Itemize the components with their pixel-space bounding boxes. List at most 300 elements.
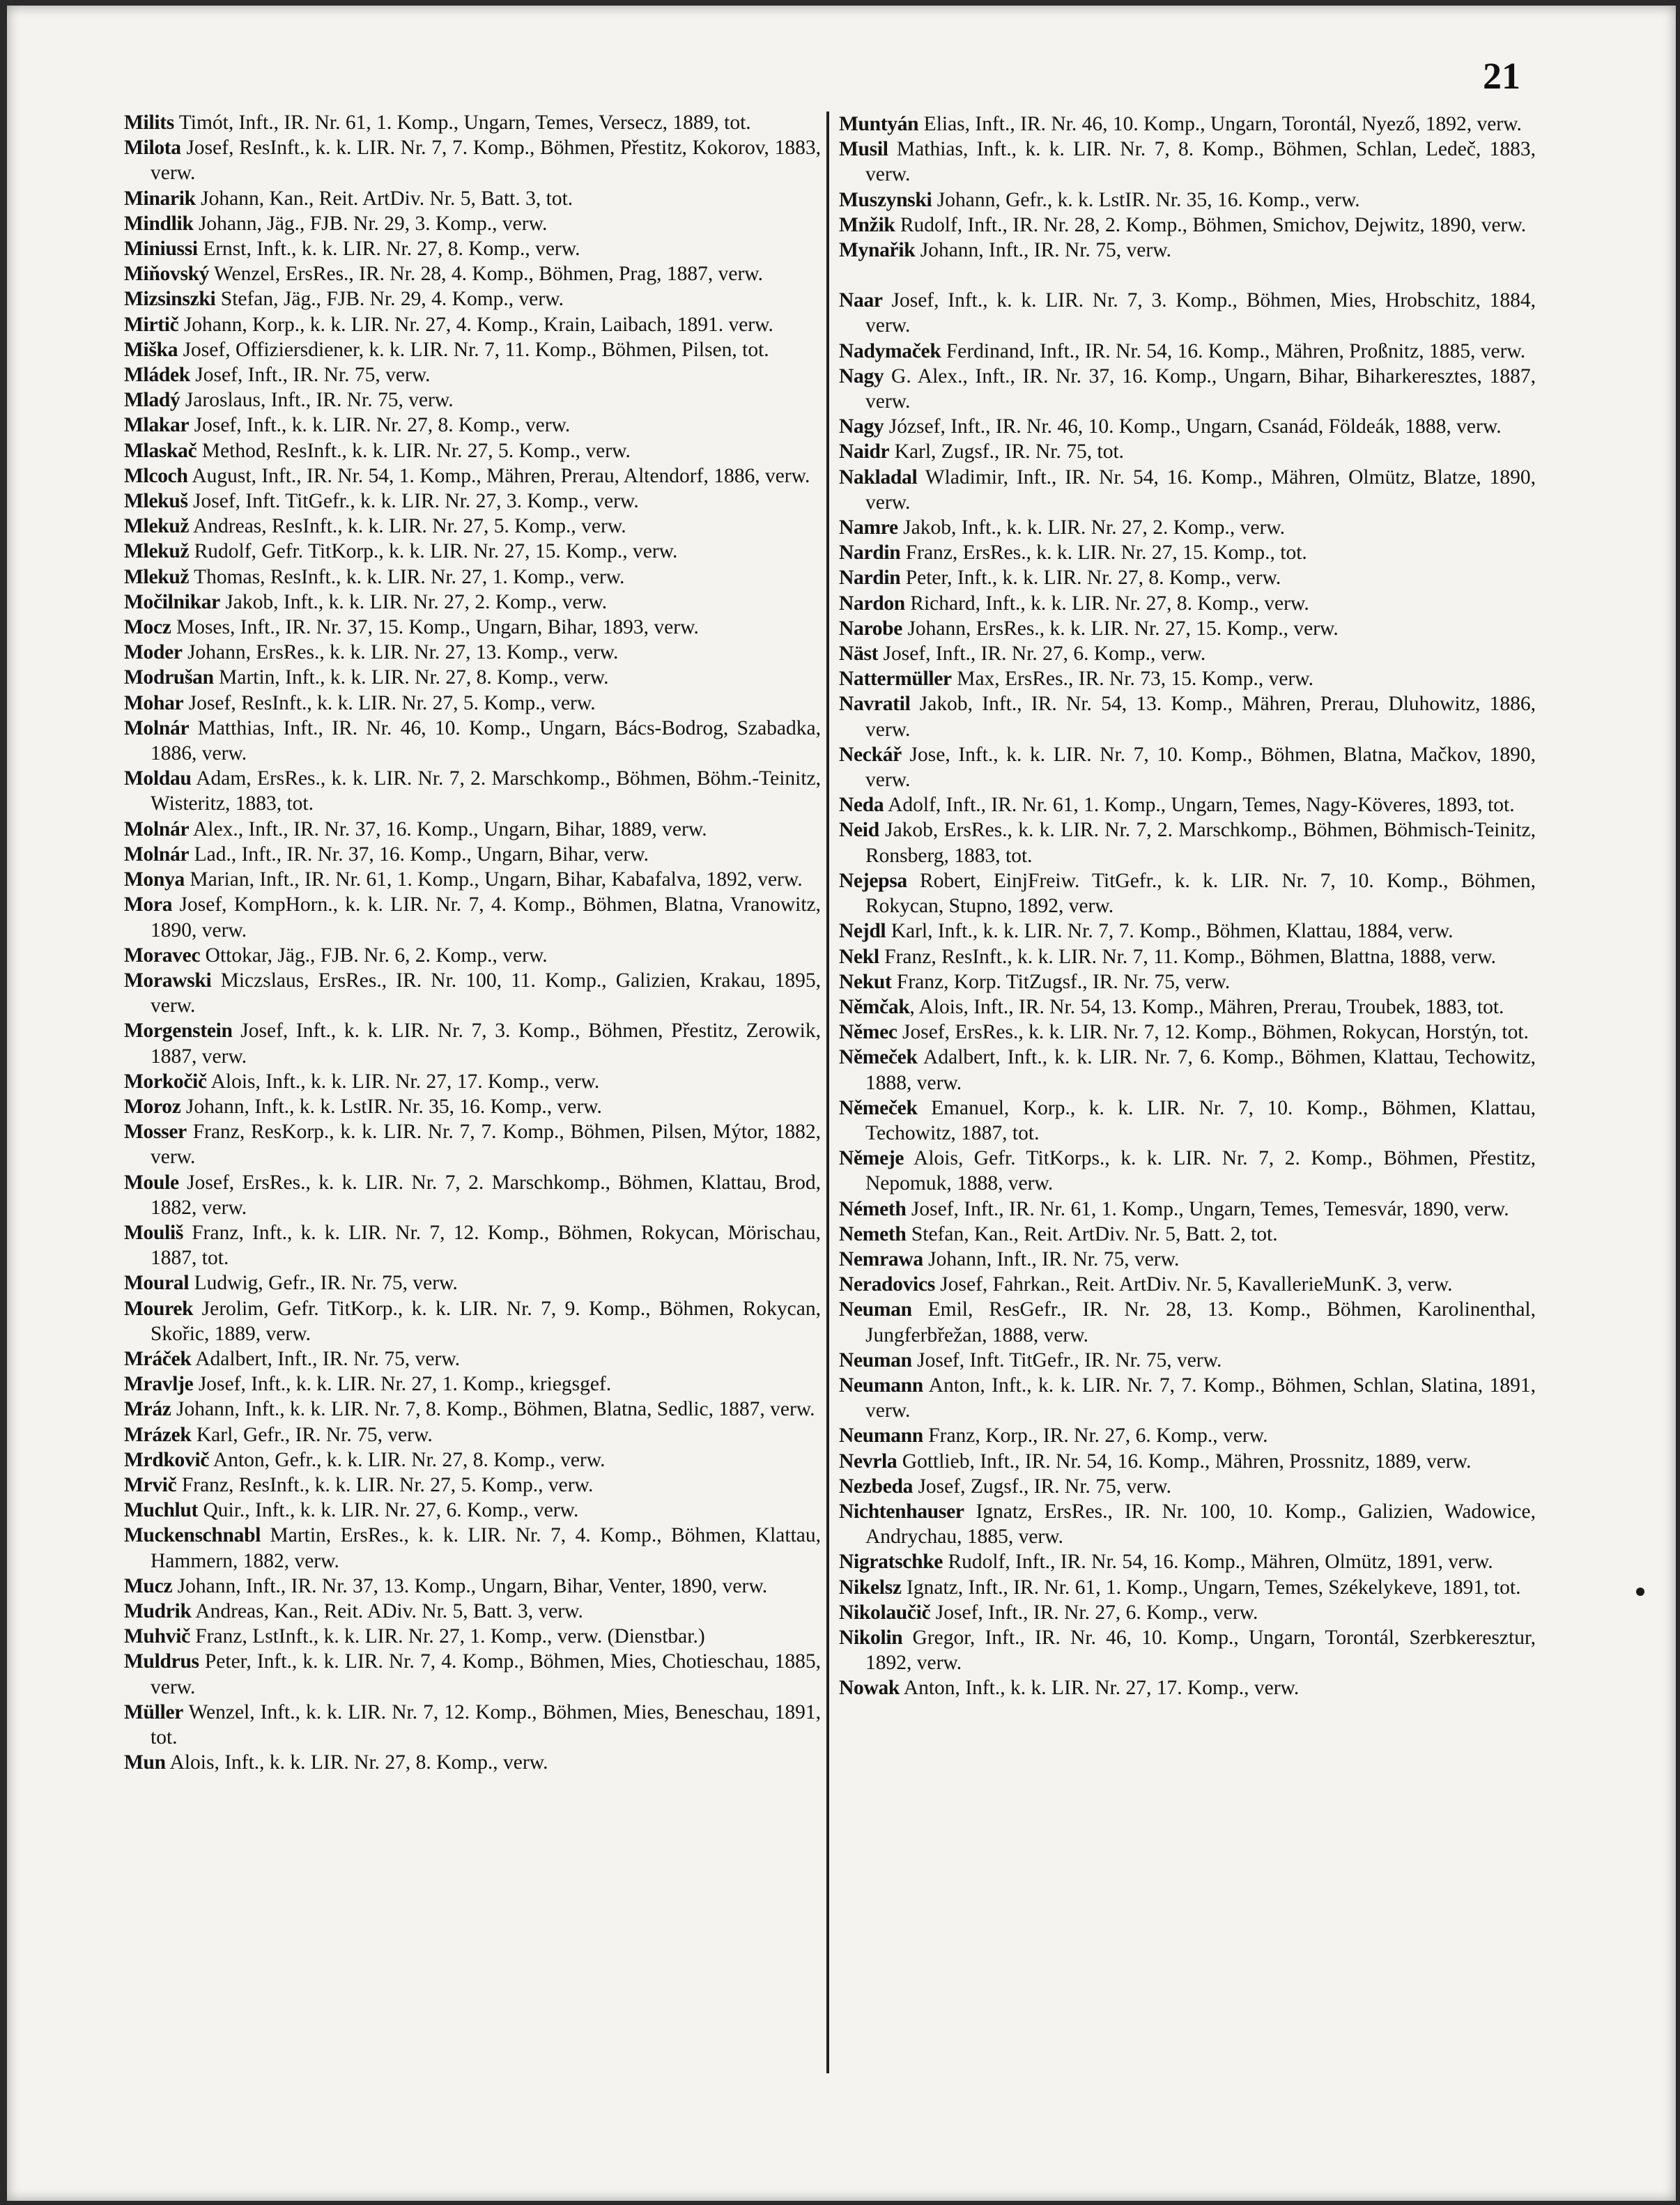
entry-surname: Moravec bbox=[124, 944, 201, 967]
entry-surname: Muldrus bbox=[124, 1650, 199, 1673]
list-entry bbox=[839, 1474, 1536, 1499]
entry-surname: Näst bbox=[839, 643, 879, 666]
entry-details: Rudolf, Gefr. TitKorp., k. k. LIR. Nr. 27, 15. Komp., verw. bbox=[189, 540, 678, 563]
entry-details: Ferdinand, Inft., IR. Nr. 54, 16. Komp., Mähren, Proßnitz, 1885, verw. bbox=[941, 339, 1526, 362]
entry-details: Josef, ResInft., k. k. LIR. Nr. 27, 5. Komp., verw. bbox=[183, 691, 596, 714]
entry-surname: Mlekuž bbox=[124, 515, 190, 538]
list-entry bbox=[124, 1649, 821, 1699]
entry-details: Jaroslaus, Inft., IR. Nr. 75, verw. bbox=[180, 389, 454, 412]
list-entry bbox=[839, 868, 1536, 919]
entry-details: Mathias, Inft., k. k. LIR. Nr. 7, 8. Komp., Böhmen, Schlan, Ledeč, 1883, verw. bbox=[865, 138, 1536, 186]
entry-surname: Mlakar bbox=[124, 414, 190, 437]
entry-surname: Mnžik bbox=[839, 213, 895, 236]
entry-surname: Nikolin bbox=[839, 1626, 903, 1649]
list-entry bbox=[839, 591, 1536, 616]
entry-surname: Miška bbox=[124, 338, 178, 361]
entry-surname: Mouliš bbox=[124, 1221, 184, 1244]
list-entry bbox=[839, 1575, 1536, 1600]
list-entry bbox=[124, 362, 821, 387]
entry-details: Johann, Inft., k. k. LstIR. Nr. 35, 16. Komp., verw. bbox=[180, 1095, 602, 1118]
list-entry bbox=[124, 1018, 821, 1068]
list-entry bbox=[124, 413, 821, 438]
entry-details: Josef, Inft., k. k. LIR. Nr. 27, 8. Komp., verw. bbox=[189, 414, 571, 437]
entry-surname: Morawski bbox=[124, 969, 212, 992]
list-entry bbox=[839, 616, 1536, 641]
entry-details: Franz, Inft., k. k. LIR. Nr. 7, 12. Komp., Böhmen, Rokycan, Mörischau, 1887, tot. bbox=[151, 1221, 821, 1270]
entry-surname: Mlekuž bbox=[124, 540, 190, 563]
entry-surname: Milits bbox=[124, 112, 174, 134]
entry-details: Karl, Zugsf., IR. Nr. 75, tot. bbox=[889, 440, 1125, 463]
entry-details: Josef, Fahrkan., Reit. ArtDiv. Nr. 5, KavallerieMunK. 3, verw. bbox=[934, 1273, 1453, 1296]
entry-details: Josef, Inft., IR. Nr. 27, 6. Komp., verw. bbox=[930, 1601, 1258, 1624]
entry-details: Adolf, Inft., IR. Nr. 61, 1. Komp., Ungarn, Temes, Nagy-Köveres, 1893, tot. bbox=[884, 794, 1515, 817]
entry-surname: Nikolaučič bbox=[839, 1601, 931, 1624]
entry-details: Jakob, Inft., k. k. LIR. Nr. 27, 2. Komp., verw. bbox=[219, 590, 608, 613]
entry-details: Johann, Inft., IR. Nr. 75, verw. bbox=[923, 1247, 1180, 1270]
list-entry bbox=[839, 515, 1536, 540]
list-entry bbox=[124, 135, 821, 185]
list-entry bbox=[839, 742, 1536, 792]
list-entry bbox=[124, 1296, 821, 1346]
entry-details: Josef, Inft., IR. Nr. 75, verw. bbox=[190, 364, 431, 387]
list-entry bbox=[124, 615, 821, 640]
list-entry bbox=[839, 666, 1536, 691]
entry-surname: Nezbeda bbox=[839, 1475, 914, 1498]
entry-surname: Muckenschnabl bbox=[124, 1524, 261, 1547]
entry-surname: Nagy bbox=[839, 415, 884, 438]
entry-details: Anton, Gefr., k. k. LIR. Nr. 27, 8. Komp., verw. bbox=[209, 1448, 606, 1471]
entry-surname: Miňovský bbox=[124, 263, 210, 286]
entry-details: Quir., Inft., k. k. LIR. Nr. 27, 6. Komp., verw. bbox=[198, 1499, 579, 1522]
entry-details: Johann, ErsRes., k. k. LIR. Nr. 27, 15. Komp., verw. bbox=[902, 617, 1339, 640]
entry-surname: Močilnikar bbox=[124, 590, 220, 613]
list-entry bbox=[839, 540, 1536, 565]
column-divider bbox=[826, 112, 829, 2073]
list-entry bbox=[124, 514, 821, 539]
entry-details: August, Inft., IR. Nr. 54, 1. Komp., Mähren, Prerau, Altendorf, 1886, verw. bbox=[187, 464, 810, 487]
entry-surname: Monya bbox=[124, 868, 185, 891]
entry-details: Ignatz, Inft., IR. Nr. 61, 1. Komp., Ungarn, Temes, Székelykeve, 1891, tot. bbox=[901, 1576, 1521, 1599]
entry-surname: Moroz bbox=[124, 1095, 181, 1118]
list-entry bbox=[124, 1750, 821, 1775]
list-entry bbox=[839, 1020, 1536, 1045]
list-entry bbox=[124, 387, 821, 413]
entry-details: Johann, Gefr., k. k. LstIR. Nr. 35, 16. Komp., verw. bbox=[932, 188, 1360, 211]
list-entry bbox=[124, 539, 821, 564]
list-entry bbox=[839, 994, 1536, 1020]
list-entry bbox=[839, 339, 1536, 364]
entry-surname: Nevrla bbox=[839, 1450, 897, 1473]
entry-surname: Musil bbox=[839, 138, 888, 161]
entry-surname: Nardin bbox=[839, 567, 901, 590]
list-entry bbox=[124, 842, 821, 867]
list-entry bbox=[124, 211, 821, 236]
list-entry bbox=[839, 1600, 1536, 1625]
entry-details: Josef, Inft., k. k. LIR. Nr. 7, 3. Komp., Böhmen, Mies, Hrobschitz, 1884, verw. bbox=[865, 289, 1536, 337]
entry-details: Ludwig, Gefr., IR. Nr. 75, verw. bbox=[189, 1272, 458, 1295]
entry-details: Karl, Inft., k. k. LIR. Nr. 7, 7. Komp., Böhmen, Klattau, 1884, verw. bbox=[886, 920, 1454, 943]
entry-surname: Mrázek bbox=[124, 1423, 192, 1446]
entry-details: Ignatz, ErsRes., IR. Nr. 100, 10. Komp., Galizien, Wadowice, Andrychau, 1885, verw. bbox=[865, 1500, 1536, 1549]
list-entry bbox=[124, 1094, 821, 1119]
list-entry bbox=[124, 1624, 821, 1649]
list-entry bbox=[839, 1247, 1536, 1272]
entry-details: Emil, ResGefr., IR. Nr. 28, 13. Komp., Böhmen, Karolinenthal, Jungferbřežan, 1888, verw. bbox=[865, 1298, 1536, 1346]
list-entry bbox=[124, 236, 821, 261]
list-entry bbox=[124, 312, 821, 337]
entry-surname: Milota bbox=[124, 137, 181, 160]
list-entry bbox=[839, 792, 1536, 817]
entry-details: Franz, LstInft., k. k. LIR. Nr. 27, 1. Komp., verw. (Dienstbar.) bbox=[190, 1625, 705, 1648]
list-entry bbox=[839, 364, 1536, 414]
entry-details: Elias, Inft., IR. Nr. 46, 10. Komp., Ungarn, Torontál, Nyező, 1892, verw. bbox=[918, 113, 1522, 135]
entry-surname: Nadymaček bbox=[839, 339, 941, 362]
entry-surname: Mrdkovič bbox=[124, 1448, 210, 1471]
entry-details: Stefan, Kan., Reit. ArtDiv. Nr. 5, Batt. 2, tot. bbox=[906, 1222, 1278, 1245]
entry-details: Wenzel, Inft., k. k. LIR. Nr. 7, 12. Komp., Böhmen, Mies, Beneschau, 1891, tot. bbox=[151, 1700, 821, 1749]
list-entry bbox=[124, 691, 821, 716]
entry-surname: Nemrawa bbox=[839, 1247, 923, 1270]
entry-details: Stefan, Jäg., FJB. Nr. 29, 4. Komp., verw. bbox=[215, 288, 564, 311]
list-entry bbox=[124, 1700, 821, 1750]
entry-details: Anton, Inft., k. k. LIR. Nr. 27, 17. Komp., verw. bbox=[900, 1677, 1300, 1700]
list-entry bbox=[839, 969, 1536, 994]
list-entry bbox=[124, 1599, 821, 1624]
list-entry bbox=[124, 716, 821, 766]
entry-details: Marian, Inft., IR. Nr. 61, 1. Komp., Ungarn, Bihar, Kabafalva, 1892, verw. bbox=[185, 868, 803, 891]
list-entry bbox=[124, 1498, 821, 1523]
entry-details: Josef, KompHorn., k. k. LIR. Nr. 7, 4. Komp., Böhmen, Blatna, Vranowitz, 1890, verw. bbox=[151, 893, 821, 942]
right-column bbox=[839, 112, 1536, 1701]
list-entry bbox=[124, 1119, 821, 1169]
list-entry bbox=[839, 137, 1536, 187]
entry-details: Alois, Inft., k. k. LIR. Nr. 27, 8. Komp., verw. bbox=[165, 1751, 548, 1774]
list-entry bbox=[839, 1222, 1536, 1247]
list-entry bbox=[839, 112, 1536, 137]
left-column bbox=[124, 110, 821, 1775]
list-entry bbox=[124, 1220, 821, 1270]
entry-surname: Nekl bbox=[839, 945, 879, 968]
list-entry bbox=[839, 1549, 1536, 1574]
entry-details: Thomas, ResInft., k. k. LIR. Nr. 27, 1. Komp., verw. bbox=[189, 565, 625, 588]
entry-surname: Neumann bbox=[839, 1424, 923, 1447]
entry-details: Johann, Inft., IR. Nr. 37, 13. Komp., Ungarn, Bihar, Venter, 1890, verw. bbox=[172, 1574, 768, 1597]
list-entry bbox=[839, 465, 1536, 515]
entry-surname: Molnár bbox=[124, 843, 190, 866]
entry-details: Josef, ErsRes., k. k. LIR. Nr. 7, 12. Komp., Böhmen, Rokycan, Horstýn, tot. bbox=[897, 1021, 1529, 1044]
entry-surname: Němec bbox=[839, 1021, 897, 1044]
entry-surname: Mosser bbox=[124, 1121, 187, 1144]
entry-details: Andreas, Kan., Reit. ADiv. Nr. 5, Batt. 3, verw. bbox=[191, 1599, 583, 1622]
list-entry bbox=[839, 187, 1536, 213]
entry-surname: Mlekuš bbox=[124, 490, 188, 513]
entry-surname: Molnár bbox=[124, 817, 190, 840]
entry-details: Johann, ErsRes., k. k. LIR. Nr. 27, 13. Komp., verw. bbox=[182, 641, 619, 664]
list-entry bbox=[839, 238, 1536, 263]
entry-surname: Moldau bbox=[124, 767, 192, 790]
entry-details: Timót, Inft., IR. Nr. 61, 1. Komp., Ungarn, Temes, Versecz, 1889, tot. bbox=[174, 112, 751, 134]
entry-surname: Mohar bbox=[124, 691, 184, 714]
entry-details: Franz, ResInft., k. k. LIR. Nr. 27, 5. Komp., verw. bbox=[176, 1473, 594, 1496]
list-entry bbox=[124, 186, 821, 211]
entry-details: Johann, Inft., IR. Nr. 75, verw. bbox=[915, 239, 1171, 262]
list-entry bbox=[839, 641, 1536, 666]
list-entry bbox=[839, 288, 1536, 338]
entry-surname: Morkočič bbox=[124, 1070, 207, 1093]
list-entry bbox=[839, 1096, 1536, 1146]
entry-surname: Nardon bbox=[839, 592, 905, 615]
list-entry bbox=[124, 463, 821, 489]
entry-surname: Morgenstein bbox=[124, 1020, 233, 1043]
entry-surname: Müller bbox=[124, 1700, 184, 1723]
entry-surname: Nejdl bbox=[839, 920, 886, 943]
entry-details: Jerolim, Gefr. TitKorp., k. k. LIR. Nr. 7, 9. Komp., Böhmen, Rokycan, Skořic, 1889, verw. bbox=[151, 1297, 821, 1345]
list-entry bbox=[839, 1373, 1536, 1423]
entry-surname: Moule bbox=[124, 1171, 179, 1194]
list-entry bbox=[124, 943, 821, 968]
list-entry bbox=[124, 640, 821, 665]
entry-surname: Mlcoch bbox=[124, 464, 188, 487]
entry-surname: Navratil bbox=[839, 693, 911, 716]
entry-details: Anton, Inft., k. k. LIR. Nr. 7, 7. Komp., Böhmen, Schlan, Slatina, 1891, verw. bbox=[865, 1374, 1536, 1422]
list-entry bbox=[124, 590, 821, 615]
entry-surname: Nardin bbox=[839, 541, 901, 564]
entry-surname: Mládek bbox=[124, 364, 190, 387]
entry-details: Jose, Inft., k. k. LIR. Nr. 7, 10. Komp., Böhmen, Blatna, Mačkov, 1890, verw. bbox=[865, 743, 1536, 792]
list-entry bbox=[839, 1423, 1536, 1448]
list-entry bbox=[124, 1574, 821, 1599]
entry-details: Josef, ErsRes., k. k. LIR. Nr. 7, 2. Marschkomp., Böhmen, Klattau, Brod, 1882, verw. bbox=[151, 1171, 821, 1219]
entry-details: József, Inft., IR. Nr. 46, 10. Komp., Ungarn, Csanád, Földeák, 1888, verw. bbox=[884, 415, 1502, 438]
entry-surname: Neradovics bbox=[839, 1273, 935, 1296]
entry-details: Josef, Inft., IR. Nr. 27, 6. Komp., verw. bbox=[878, 643, 1206, 666]
entry-details: Martin, Inft., k. k. LIR. Nr. 27, 8. Komp., verw. bbox=[213, 666, 609, 689]
entry-details: Johann, Inft., k. k. LIR. Nr. 7, 8. Komp., Böhmen, Blatna, Sedlic, 1887, verw. bbox=[171, 1398, 815, 1421]
entry-details: Josef, Zugsf., IR. Nr. 75, verw. bbox=[913, 1475, 1171, 1498]
list-entry bbox=[124, 1346, 821, 1372]
list-entry bbox=[124, 1270, 821, 1296]
entry-surname: Naar bbox=[839, 289, 883, 312]
entry-surname: Minarik bbox=[124, 187, 196, 210]
entry-surname: Mizsinszki bbox=[124, 288, 216, 311]
list-entry bbox=[124, 1473, 821, 1498]
entry-details: Gregor, Inft., IR. Nr. 46, 10. Komp., Ungarn, Torontál, Szerbkeresztur, 1892, verw. bbox=[865, 1626, 1536, 1675]
entry-surname: Neckář bbox=[839, 743, 902, 766]
entry-details: G. Alex., Inft., IR. Nr. 37, 16. Komp., Ungarn, Bihar, Biharkeresztes, 1887, verw. bbox=[865, 364, 1536, 413]
list-entry bbox=[124, 1372, 821, 1397]
list-entry bbox=[839, 1625, 1536, 1675]
list-entry bbox=[839, 1449, 1536, 1474]
list-entry bbox=[124, 665, 821, 690]
entry-surname: Nagy bbox=[839, 364, 884, 387]
list-entry bbox=[124, 489, 821, 514]
entry-surname: Nikelsz bbox=[839, 1576, 902, 1599]
entry-details: Lad., Inft., IR. Nr. 37, 16. Komp., Ungarn, Bihar, verw. bbox=[189, 843, 649, 866]
list-entry bbox=[124, 438, 821, 463]
entry-details: Alois, Gefr. TitKorps., k. k. LIR. Nr. 7, 2. Komp., Böhmen, Přestitz, Nepomuk, 1888, verw. bbox=[865, 1147, 1536, 1195]
list-entry bbox=[124, 286, 821, 312]
entry-surname: Neumann bbox=[839, 1374, 923, 1397]
list-entry bbox=[124, 766, 821, 816]
entry-surname: Muchlut bbox=[124, 1499, 199, 1522]
entry-details: Josef, Offiziersdiener, k. k. LIR. Nr. 7, 11. Komp., Böhmen, Pilsen, tot. bbox=[178, 338, 769, 361]
list-entry bbox=[124, 261, 821, 286]
list-entry bbox=[124, 1069, 821, 1094]
entry-surname: Moder bbox=[124, 641, 183, 664]
entry-details: Josef, Inft., IR. Nr. 61, 1. Komp., Ungarn, Temes, Temesvár, 1890, verw. bbox=[906, 1197, 1509, 1220]
list-entry bbox=[839, 213, 1536, 238]
list-entry bbox=[124, 867, 821, 892]
entry-surname: Němeček bbox=[839, 1046, 918, 1069]
entry-surname: Němeje bbox=[839, 1147, 904, 1170]
entry-details: Peter, Inft., k. k. LIR. Nr. 7, 4. Komp., Böhmen, Mies, Chotieschau, 1885, verw. bbox=[151, 1650, 821, 1698]
list-entry bbox=[839, 817, 1536, 868]
list-entry bbox=[124, 110, 821, 135]
entry-surname: Molnár bbox=[124, 716, 190, 739]
entry-details: Miczslaus, ErsRes., IR. Nr. 100, 11. Komp., Galizien, Krakau, 1895, verw. bbox=[151, 969, 821, 1017]
entry-details: Adam, ErsRes., k. k. LIR. Nr. 7, 2. Marschkomp., Böhmen, Böhm.-Teinitz, Wisteritz, 1883, tot. bbox=[151, 767, 821, 815]
entry-details: Josef, ResInft., k. k. LIR. Nr. 7, 7. Komp., Böhmen, Přestitz, Kokorov, 1883, verw. bbox=[151, 137, 821, 185]
list-entry bbox=[839, 565, 1536, 590]
entry-surname: Nowak bbox=[839, 1677, 900, 1700]
list-entry bbox=[124, 1170, 821, 1220]
entry-details: Josef, Inft. TitGefr., k. k. LIR. Nr. 27, 3. Komp., verw. bbox=[187, 490, 639, 513]
entry-details: Franz, ResKorp., k. k. LIR. Nr. 7, 7. Komp., Böhmen, Pilsen, Mýtor, 1882, verw. bbox=[151, 1121, 821, 1169]
entry-details: Josef, Inft., k. k. LIR. Nr. 7, 3. Komp., Böhmen, Přestitz, Zerowik, 1887, verw. bbox=[151, 1020, 821, 1068]
list-entry bbox=[124, 564, 821, 590]
entry-details: Gottlieb, Inft., IR. Nr. 54, 16. Komp., Mähren, Prossnitz, 1889, verw. bbox=[897, 1450, 1472, 1473]
entry-details: Peter, Inft., k. k. LIR. Nr. 27, 8. Komp., verw. bbox=[900, 567, 1281, 590]
list-entry bbox=[839, 1499, 1536, 1549]
entry-surname: Nakladal bbox=[839, 466, 918, 489]
entry-surname: Nigratschke bbox=[839, 1551, 943, 1574]
entry-details: Johann, Korp., k. k. LIR. Nr. 27, 4. Komp., Krain, Laibach, 1891. verw. bbox=[178, 313, 773, 336]
entry-surname: Mravlje bbox=[124, 1373, 194, 1396]
list-entry bbox=[124, 1523, 821, 1573]
entry-surname: Neda bbox=[839, 794, 884, 817]
page-number: 21 bbox=[1483, 55, 1520, 97]
entry-surname: Neid bbox=[839, 819, 879, 842]
ink-speck bbox=[1636, 1588, 1644, 1596]
entry-details: Josef, Inft. TitGefr., IR. Nr. 75, verw. bbox=[911, 1349, 1222, 1372]
entry-details: Wladimir, Inft., IR. Nr. 54, 16. Komp., Mähren, Olmütz, Blatze, 1890, verw. bbox=[865, 466, 1536, 514]
entry-surname: Namre bbox=[839, 516, 898, 539]
entry-details: Jakob, Inft., IR. Nr. 54, 13. Komp., Mähren, Prerau, Dluhowitz, 1886, verw. bbox=[865, 693, 1536, 741]
entry-details: Karl, Gefr., IR. Nr. 75, verw. bbox=[191, 1423, 433, 1446]
entry-surname: Nemeth bbox=[839, 1222, 907, 1245]
entry-details: Max, ErsRes., IR. Nr. 73, 15. Komp., verw. bbox=[951, 668, 1314, 691]
list-entry bbox=[124, 1422, 821, 1447]
entry-details: Rudolf, Inft., IR. Nr. 28, 2. Komp., Böhmen, Smichov, Dejwitz, 1890, verw. bbox=[895, 213, 1527, 236]
entry-details: Andreas, ResInft., k. k. LIR. Nr. 27, 5. Komp., verw. bbox=[189, 515, 626, 538]
entry-surname: Narobe bbox=[839, 617, 903, 640]
list-entry bbox=[839, 919, 1536, 944]
entry-surname: Neuman bbox=[839, 1298, 912, 1321]
document-page bbox=[7, 6, 1676, 2201]
entry-surname: Németh bbox=[839, 1197, 907, 1220]
entry-surname: Naidr bbox=[839, 440, 890, 463]
list-entry bbox=[839, 944, 1536, 969]
entry-surname: Mladý bbox=[124, 389, 180, 412]
entry-surname: Mourek bbox=[124, 1297, 194, 1320]
entry-surname: Mráz bbox=[124, 1398, 171, 1421]
list-entry bbox=[124, 1447, 821, 1473]
entry-surname: Mlekuž bbox=[124, 565, 190, 588]
entry-surname: Nichtenhauser bbox=[839, 1500, 964, 1523]
entry-surname: Mun bbox=[124, 1751, 166, 1774]
entry-details: Robert, EinjFreiw. TitGefr., k. k. LIR. Nr. 7, 10. Komp., Böhmen, Rokycan, Stupno, 1892, verw. bbox=[865, 869, 1536, 918]
entry-surname: Němeček bbox=[839, 1096, 918, 1119]
entry-details: Johann, Jäg., FJB. Nr. 29, 3. Komp., verw. bbox=[193, 212, 548, 235]
entry-details: Method, ResInft., k. k. LIR. Nr. 27, 5. Komp., verw. bbox=[196, 439, 631, 462]
list-entry bbox=[839, 1297, 1536, 1347]
entry-surname: Mirtič bbox=[124, 313, 179, 336]
list-entry bbox=[839, 439, 1536, 464]
list-entry bbox=[124, 337, 821, 362]
list-entry bbox=[839, 1675, 1536, 1700]
entry-details: Alois, Inft., k. k. LIR. Nr. 27, 17. Komp., verw. bbox=[206, 1070, 600, 1093]
entry-details: Matthias, Inft., IR. Nr. 46, 10. Komp., Ungarn, Bács-Bodrog, Szabadka, 1886, verw. bbox=[151, 716, 821, 765]
entry-surname: Němčak bbox=[839, 995, 910, 1018]
entry-details: Franz, ResInft., k. k. LIR. Nr. 7, 11. Komp., Böhmen, Blattna, 1888, verw. bbox=[879, 945, 1496, 968]
entry-details: Martin, ErsRes., k. k. LIR. Nr. 7, 4. Komp., Böhmen, Klattau, Hammern, 1882, verw. bbox=[151, 1524, 821, 1572]
list-entry bbox=[839, 414, 1536, 439]
entry-surname: Mucz bbox=[124, 1574, 173, 1597]
entry-details: Franz, Korp. TitZugsf., IR. Nr. 75, verw. bbox=[891, 970, 1231, 993]
entry-surname: Mora bbox=[124, 893, 173, 916]
entry-surname: Nattermüller bbox=[839, 668, 952, 691]
entry-surname: Neuman bbox=[839, 1349, 912, 1372]
entry-surname: Nekut bbox=[839, 970, 892, 993]
entry-details: Wenzel, ErsRes., IR. Nr. 28, 4. Komp., Böhmen, Prag, 1887, verw. bbox=[209, 263, 764, 286]
list-entry bbox=[124, 1397, 821, 1422]
entry-surname: Mlaskač bbox=[124, 439, 197, 462]
entry-details: Johann, Kan., Reit. ArtDiv. Nr. 5, Batt. 3, tot. bbox=[195, 187, 573, 210]
list-entry bbox=[839, 1272, 1536, 1297]
entry-details: Josef, Inft., k. k. LIR. Nr. 27, 1. Komp., kriegsgef. bbox=[193, 1373, 612, 1396]
entry-details: Alex., Inft., IR. Nr. 37, 16. Komp., Ungarn, Bihar, 1889, verw. bbox=[189, 817, 707, 840]
entry-details: Ottokar, Jäg., FJB. Nr. 6, 2. Komp., verw. bbox=[200, 944, 548, 967]
list-entry bbox=[124, 817, 821, 842]
list-entry bbox=[839, 691, 1536, 742]
entry-details: Franz, Korp., IR. Nr. 27, 6. Komp., verw. bbox=[923, 1424, 1268, 1447]
list-entry bbox=[124, 892, 821, 942]
entry-surname: Moural bbox=[124, 1272, 190, 1295]
list-entry bbox=[839, 1146, 1536, 1196]
entry-details: Rudolf, Inft., IR. Nr. 54, 16. Komp., Mähren, Olmütz, 1891, verw. bbox=[943, 1551, 1493, 1574]
entry-surname: Miniussi bbox=[124, 238, 198, 261]
list-entry bbox=[839, 1045, 1536, 1095]
entry-surname: Mráček bbox=[124, 1347, 192, 1370]
entry-surname: Muszynski bbox=[839, 188, 932, 211]
entry-details: Adalbert, Inft., k. k. LIR. Nr. 7, 6. Komp., Böhmen, Klattau, Techowitz, 1888, verw. bbox=[865, 1046, 1536, 1094]
entry-details: Franz, ErsRes., k. k. LIR. Nr. 27, 15. Komp., tot. bbox=[900, 541, 1307, 564]
entry-details: Moses, Inft., IR. Nr. 37, 15. Komp., Ungarn, Bihar, 1893, verw. bbox=[171, 616, 699, 639]
entry-surname: Mindlik bbox=[124, 212, 194, 235]
entry-details: Adalbert, Inft., IR. Nr. 75, verw. bbox=[191, 1347, 461, 1370]
entry-surname: Mrvič bbox=[124, 1473, 177, 1496]
entry-surname: Mudrik bbox=[124, 1599, 192, 1622]
list-entry bbox=[839, 1348, 1536, 1373]
entry-surname: Nejepsa bbox=[839, 869, 907, 892]
list-entry bbox=[839, 1197, 1536, 1222]
entry-details: Jakob, ErsRes., k. k. LIR. Nr. 7, 2. Marschkomp., Böhmen, Böhmisch-Teinitz, Ronsberg, 1883, tot. bbox=[865, 819, 1536, 867]
list-entry bbox=[124, 968, 821, 1018]
entry-surname: Muntyán bbox=[839, 113, 919, 135]
entry-details: , Alois, Inft., IR. Nr. 54, 13. Komp., Mähren, Prerau, Troubek, 1883, tot. bbox=[909, 995, 1504, 1018]
entry-details: Ernst, Inft., k. k. LIR. Nr. 27, 8. Komp., verw. bbox=[197, 238, 580, 261]
entry-surname: Modrušan bbox=[124, 666, 214, 689]
